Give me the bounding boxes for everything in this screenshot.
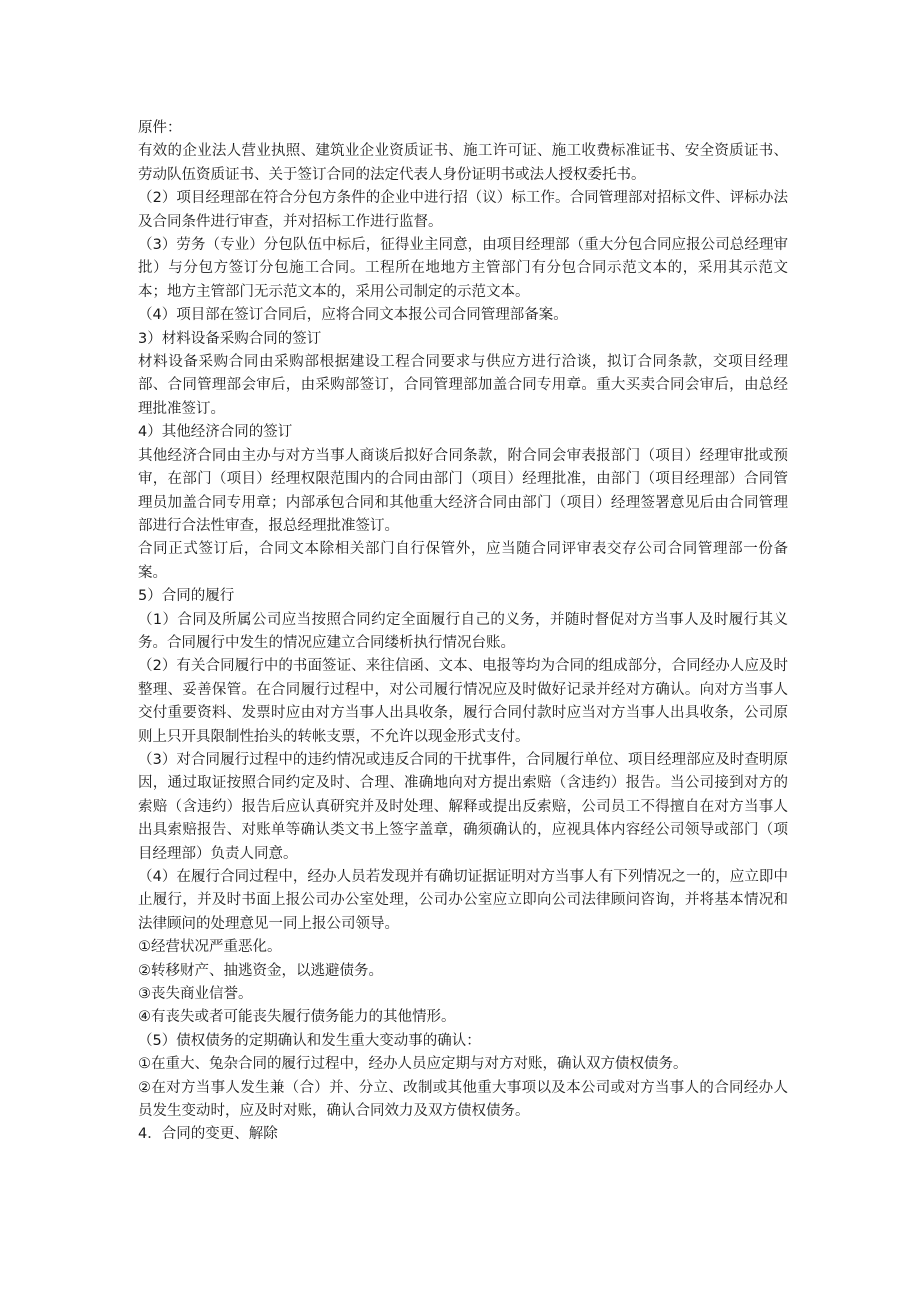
list-item-condition-1: ①经营状况严重恶化。 [138,939,282,956]
section-heading-performance: 5）合同的履行 [138,588,235,605]
paragraph-item-2-bidding: （2）项目经理部在符合分包方条件的企业中进行招（议）标工作。合同管理部对招标文件、评标办法及合同条件进行审查，并对招标工作进行监督。 [138,190,788,230]
paragraph-procurement-contract: 材料设备采购合同由采购部根据建设工程合同要求与供应方进行洽谈，拟订合同条款，交项目经理部、合同管理部会审后，由采购部签订，合同管理部加盖合同专用章。重大买卖合同会审后，由总经理批准签订。 [138,354,788,417]
section-heading-change-termination: 4．合同的变更、解除 [138,1126,278,1143]
section-heading-procurement: 3）材料设备采购合同的签订 [138,330,322,347]
paragraph-original-items-label: 原件： [138,120,182,136]
list-item-condition-3: ③丧失商业信誉。 [138,986,253,1003]
paragraph-performance-item-5: （5）债权债务的定期确认和发生重大变动事的确认： [138,1032,481,1049]
paragraph-performance-item-4: （4）在履行合同过程中，经办人员若发现并有确切证据证明对方当事人有下列情况之一的，应立即中止履行，并及时书面上报公司办公室处理，公司办公室应立即向公司法律顾问咨询，并将基本情况和法律顾问的处理意见一同上报公司领导。 [138,869,788,932]
section-heading-other-contracts: 4）其他经济合同的签订 [138,424,293,441]
list-item-reconciliation-1: ①在重大、兔杂合同的履行过程中，经办人员应定期与对方对账，确认双方债权债务。 [138,1056,688,1073]
document-body [138,117,788,1147]
list-item-reconciliation-2: ②在对方当事人发生兼（合）并、分立、改制或其他重大事项以及本公司或对方当事人的合同经办人员发生变动时，应及时对账，确认合同效力及双方债权债务。 [138,1079,788,1120]
paragraph-performance-item-3: （3）对合同履行过程中的违约情况或违反合同的干扰事件，合同履行单位、项目经理部应及时查明原因，通过取证按照合同约定及时、合理、准确地向对方提出索赔（含违约）报告。当公司接到对方的索赔（含违约）报告后应认真研究并及时处理、解释或提出反索赔，公司员工不得擅自在对方当事人出具索赔报告、对账单等确认类文书上签字盖章，确须确认的，应视具体内容经公司领导或部门（项目经理部）负责人同意。 [138,751,788,862]
list-item-condition-2: ②转移财产、抽逃资金，以逃避债务。 [138,962,383,979]
paragraph-other-contracts: 其他经济合同由主办与对方当事人商谈后拟好合同条款，附合同会审表报部门（项目）经理审批或预审，在部门（项目）经理权限范围内的合同由部门（项目）经理批准，由部门（项目经理部）合同管理员加盖合同专用章；内部承包合同和其他重大经济合同由部门（项目）经理签署意见后由合同管理部进行合法性审查，报总经理批准签订。 [138,447,788,534]
paragraph-contract-archiving: 合同正式签订后，合同文本除相关部门自行保管外，应当随合同评审表交存公司合同管理部一份备案。 [138,541,788,581]
paragraph-performance-item-2: （2）有关合同履行中的书面签证、来往信函、文本、电报等均为合同的组成部分，合同经办人应及时整理、妥善保管。在合同履行过程中，对公司履行情况应及时做好记录并经对方确认。向对方当事人交付重要资料、发票时应由对方当事人出具收条，履行合同付款时应当对方当事人出具收条，公司原则上只开具限制性抬头的转帐支票，不允许以现金形式支付。 [138,658,788,745]
list-item-condition-4: ④有丧失或者可能丧失履行债务能力的其他情形。 [138,1009,456,1026]
paragraph-item-3-subcontract: （3）劳务（专业）分包队伍中标后，征得业主同意，由项目经理部（重大分包合同应报公司总经理审批）与分包方签订分包施工合同。工程所在地地方主管部门有分包合同示范文本的，采用其示范文本；地方主管部门无示范文本的，采用公司制定的示范文本。 [138,237,788,300]
paragraph-item-4-filing: （4）项目部在签订合同后，应将合同文本报公司合同管理部备案。 [138,307,568,324]
paragraph-performance-item-1: （1）合同及所属公司应当按照合同约定全面履行自己的义务，并随时督促对方当事人及时履行其义务。合同履行中发生的情况应建立合同缕析执行情况台账。 [138,611,788,651]
paragraph-required-certificates: 有效的企业法人营业执照、建筑业企业资质证书、施工许可证、施工收费标准证书、安全资质证书、劳动队伍资质证书、关于签订合同的法定代表人身份证明书或法人授权委托书。 [138,143,788,183]
